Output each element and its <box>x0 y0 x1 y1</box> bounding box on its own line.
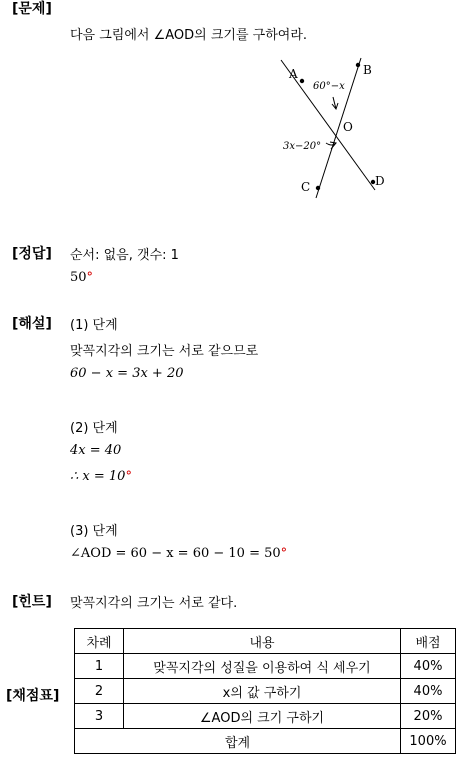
answer-degree: ° <box>86 270 94 285</box>
rubric-row <box>75 704 456 729</box>
rubric-row <box>75 654 456 679</box>
problem-text: 다음 그림에서 ∠AOD의 크기를 구하여라. <box>70 28 308 43</box>
step3-title: (3) 단계 <box>70 524 118 539</box>
answer-value: 50° <box>70 270 94 285</box>
rubric-label: [채점표] <box>6 688 60 704</box>
step2-equation2: ∴ x = 10° <box>70 469 132 484</box>
point-d-label: D <box>375 174 385 188</box>
hint-label: [힌트] <box>12 594 52 610</box>
point-b-dot <box>356 63 360 67</box>
point-a-label: A <box>289 67 298 81</box>
vertical-angles-figure <box>270 55 400 205</box>
rubric-points: 20% <box>401 704 456 729</box>
rubric-table <box>74 628 456 754</box>
rubric-row <box>75 679 456 704</box>
step2-equation1: 4x = 40 <box>70 443 122 458</box>
step1-text: 맞꼭지각의 크기는 서로 같으므로 <box>70 344 259 359</box>
rubric-total-row <box>75 729 456 754</box>
point-a-dot <box>300 79 304 83</box>
rubric-content: x의 값 구하기 <box>124 679 401 704</box>
step1-equation: 60 − x = 3x + 20 <box>70 366 184 381</box>
answer-label: [정답] <box>12 246 52 262</box>
step3-degree: ° <box>280 546 288 561</box>
step2-degree: ° <box>125 469 132 484</box>
step3-equation: ∠AOD = 60 − x = 60 − 10 = 50° <box>70 546 288 561</box>
rubric-header-points: 배점 <box>401 629 456 654</box>
answer-meta: 순서: 없음, 갯수: 1 <box>70 248 179 263</box>
rubric-header-content: 내용 <box>124 629 401 654</box>
rubric-points: 40% <box>401 679 456 704</box>
point-b-label: B <box>363 63 372 77</box>
rubric-header-row <box>75 629 456 654</box>
point-c-dot <box>316 186 320 190</box>
rubric-total-points: 100% <box>401 729 456 754</box>
hint-text: 맞꼭지각의 크기는 서로 같다. <box>70 596 238 611</box>
step2-title: (2) 단계 <box>70 421 118 436</box>
rubric-order: 3 <box>75 704 124 729</box>
angle-top-label: 60°−x <box>313 81 345 92</box>
rubric-order: 1 <box>75 654 124 679</box>
rubric-order: 2 <box>75 679 124 704</box>
rubric-content: ∠AOD의 크기 구하기 <box>124 704 401 729</box>
step1-title: (1) 단계 <box>70 318 118 333</box>
point-o-label: O <box>343 120 353 134</box>
rubric-content: 맞꼭지각의 성질을 이용하여 식 세우기 <box>124 654 401 679</box>
problem-label: [문제] <box>12 1 52 17</box>
point-c-label: C <box>301 180 311 194</box>
angle-left-label: 3x−20° <box>283 141 322 152</box>
solution-label: [해설] <box>12 316 52 332</box>
rubric-header-order: 차례 <box>75 629 124 654</box>
line-bc <box>316 58 361 198</box>
rubric-total-label: 합계 <box>75 729 401 754</box>
rubric-points: 40% <box>401 654 456 679</box>
